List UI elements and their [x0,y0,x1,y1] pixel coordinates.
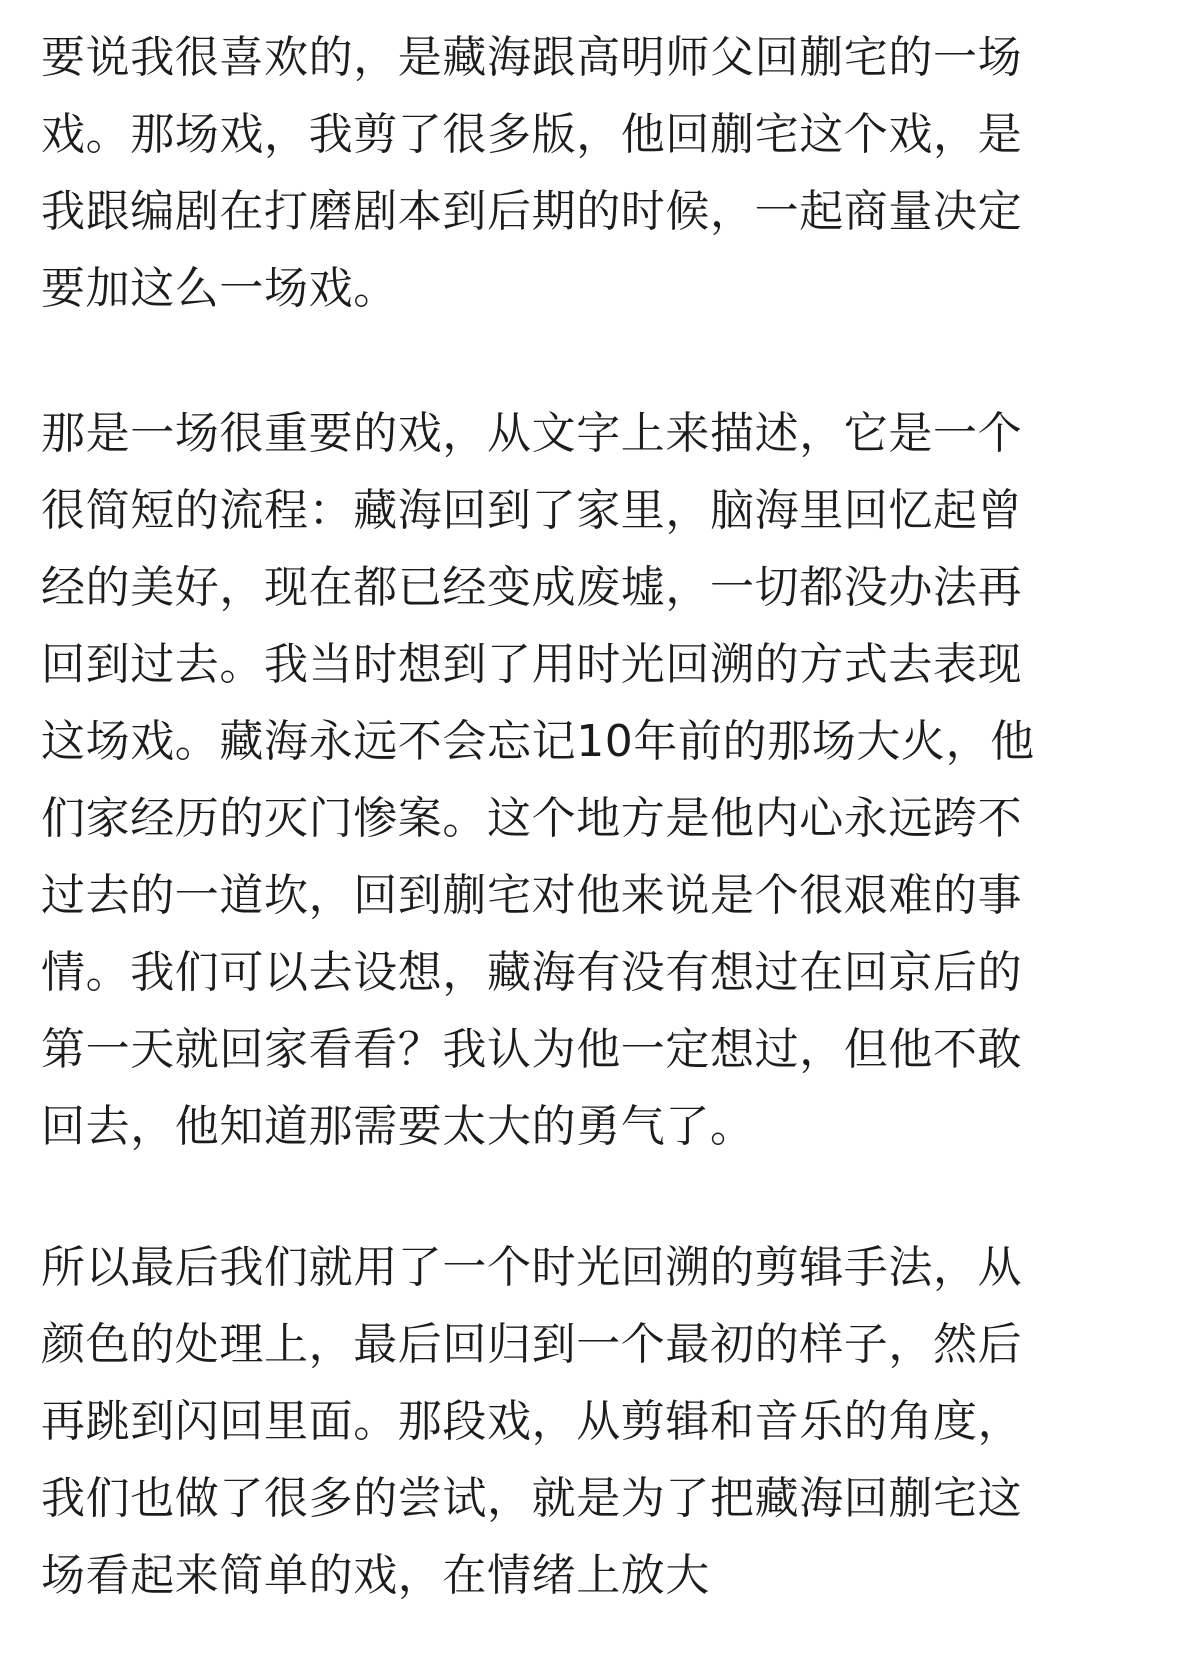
paragraph-3 [41,1229,1022,1614]
text-line: 经的美好，现在都已经变成废墟，一切都没办法再 [41,562,1023,613]
text-line: 过去的一道坎，回到蒯宅对他来说是个很艰难的事 [41,870,1023,921]
text-line: 场看起来简单的戏，在情绪上放大 [41,1550,710,1601]
text-line: 情。我们可以去设想，藏海有没有想过在回京后的 [41,947,1023,998]
text-line: 再跳到闪回里面。那段戏，从剪辑和音乐的角度， [41,1396,1023,1447]
text-line: 我们也做了很多的尝试，就是为了把藏海回蒯宅这 [41,1473,1023,1524]
text-line: 回去，他知道那需要太大的勇气了。 [41,1101,755,1152]
text-line: 所以最后我们就用了一个时光回溯的剪辑手法，从 [41,1242,1023,1293]
text-line: 要加这么一场戏。 [41,263,398,314]
text-line: 很简短的流程：藏海回到了家里，脑海里回忆起曾 [41,485,1023,536]
text-line: 们家经历的灭门惨案。这个地方是他内心永远跨不 [41,793,1023,844]
text-line: 这场戏。藏海永远不会忘记10年前的那场大火，他 [41,716,1035,767]
text-line: 第一天就回家看看？我认为他一定想过，但他不敢 [41,1024,1023,1075]
text-line: 颜色的处理上，最后回归到一个最初的样子，然后 [41,1319,1023,1370]
paragraph-1 [41,19,1022,327]
text-line: 要说我很喜欢的，是藏海跟高明师父回蒯宅的一场 [41,32,1023,83]
text-line: 那是一场很重要的戏，从文字上来描述，它是一个 [41,408,1023,459]
text-line: 戏。那场戏，我剪了很多版，他回蒯宅这个戏，是 [41,109,1023,160]
text-line: 回到过去。我当时想到了用时光回溯的方式去表现 [41,639,1023,690]
text-line: 我跟编剧在打磨剧本到后期的时候，一起商量决定 [41,186,1023,237]
paragraph-2 [41,395,1035,1165]
